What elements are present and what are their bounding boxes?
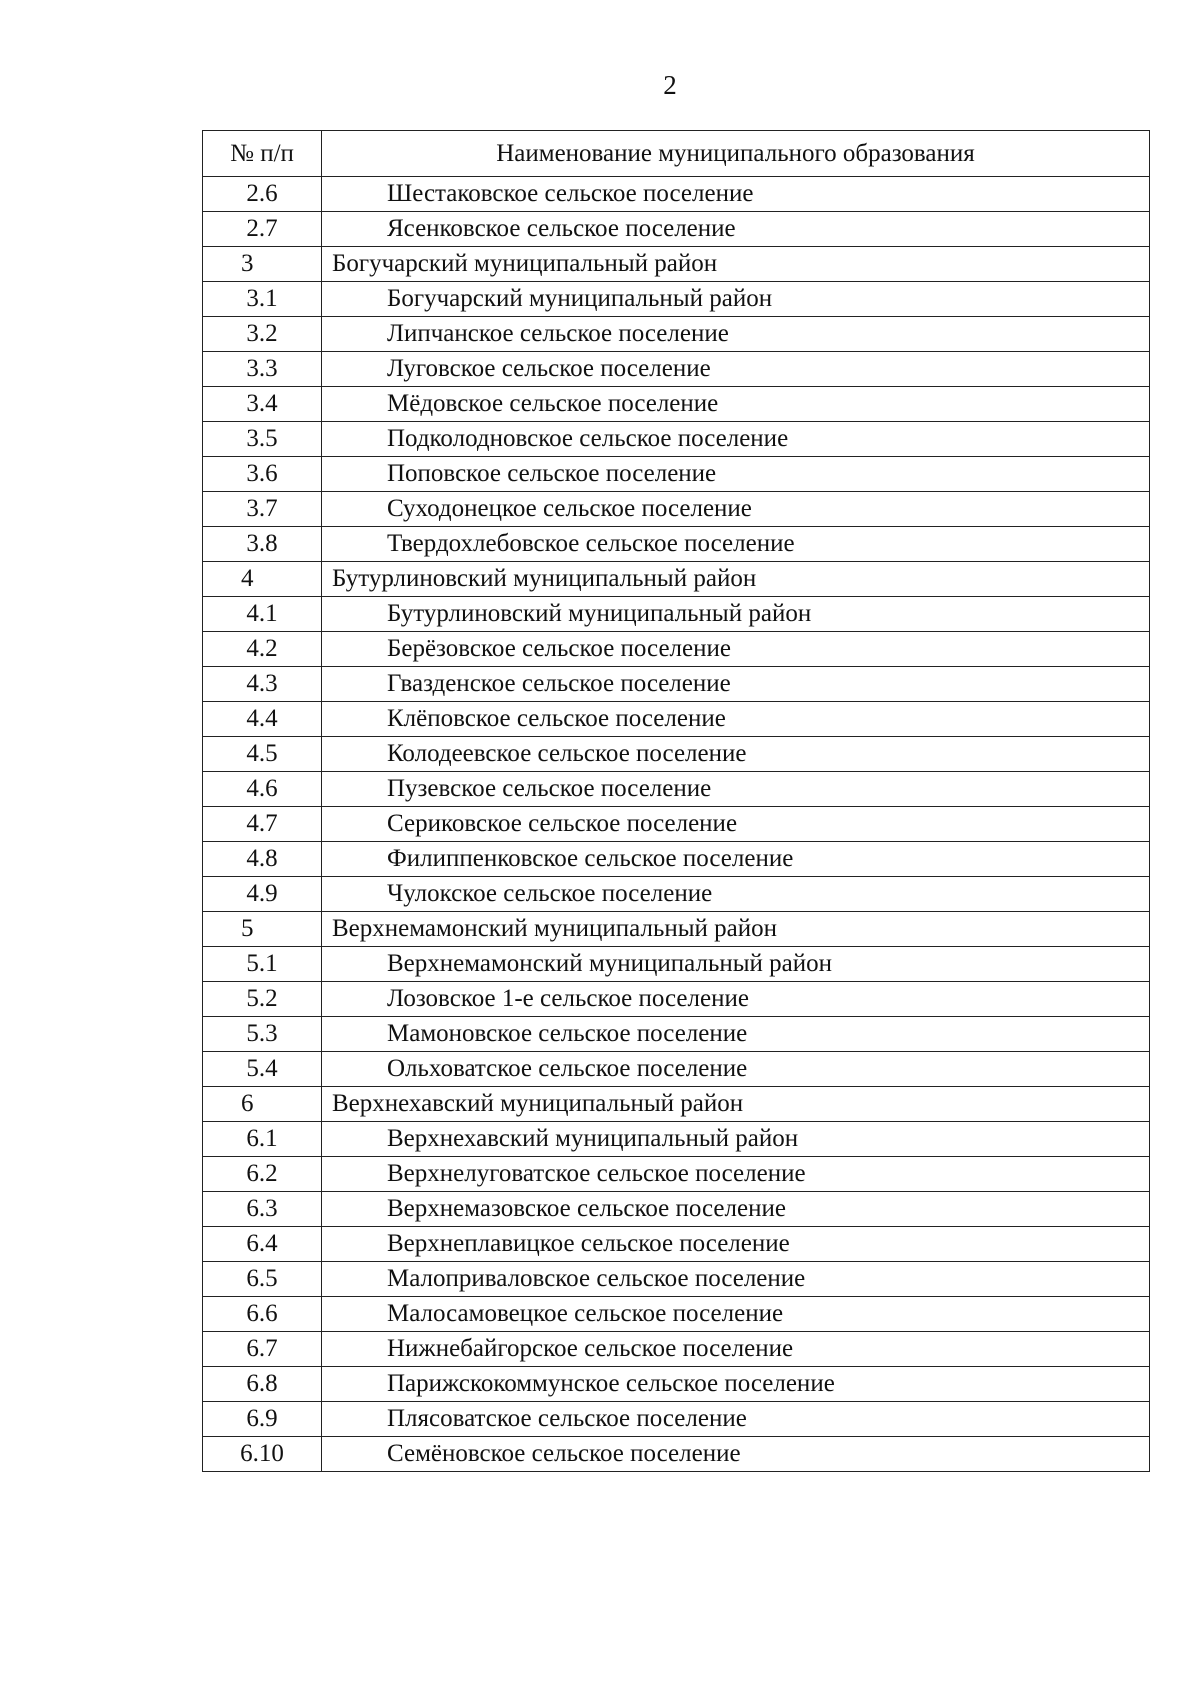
row-name: Малоприваловское сельское поселение (322, 1262, 1150, 1297)
row-number: 6 (203, 1087, 322, 1122)
table-row (203, 842, 1150, 877)
table-header-row (203, 131, 1150, 177)
row-name: Бутурлиновский муниципальный район (322, 562, 1150, 597)
table-row (203, 1157, 1150, 1192)
table-row (203, 702, 1150, 737)
table-row (203, 1332, 1150, 1367)
row-number: 5.3 (203, 1017, 322, 1052)
row-number: 4.2 (203, 632, 322, 667)
table-row (203, 1262, 1150, 1297)
row-name: Колодеевское сельское поселение (322, 737, 1150, 772)
row-number: 3.6 (203, 457, 322, 492)
table-row (203, 387, 1150, 422)
row-number: 3.3 (203, 352, 322, 387)
row-number: 3 (203, 247, 322, 282)
row-name: Бутурлиновский муниципальный район (322, 597, 1150, 632)
row-number: 5 (203, 912, 322, 947)
row-number: 6.9 (203, 1402, 322, 1437)
table-row (203, 1087, 1150, 1122)
row-number: 5.1 (203, 947, 322, 982)
row-name: Ясенковское сельское поселение (322, 212, 1150, 247)
row-number: 6.7 (203, 1332, 322, 1367)
table-row (203, 667, 1150, 702)
table-row (203, 807, 1150, 842)
row-number: 3.1 (203, 282, 322, 317)
row-name: Филиппенковское сельское поселение (322, 842, 1150, 877)
row-name: Парижскокоммунское сельское поселение (322, 1367, 1150, 1402)
row-number: 6.3 (203, 1192, 322, 1227)
table-row (203, 597, 1150, 632)
page-number: 2 (663, 70, 677, 100)
row-name: Поповское сельское поселение (322, 457, 1150, 492)
row-number: 3.7 (203, 492, 322, 527)
row-name: Семёновское сельское поселение (322, 1437, 1150, 1472)
table-row (203, 1367, 1150, 1402)
row-name: Верхнелуговатское сельское поселение (322, 1157, 1150, 1192)
row-number: 4.9 (203, 877, 322, 912)
row-name: Нижнебайгорское сельское поселение (322, 1332, 1150, 1367)
table-row (203, 772, 1150, 807)
table-row (203, 982, 1150, 1017)
row-number: 3.8 (203, 527, 322, 562)
table-row (203, 1297, 1150, 1332)
table-row (203, 422, 1150, 457)
row-number: 4.1 (203, 597, 322, 632)
row-name: Подколодновское сельское поселение (322, 422, 1150, 457)
row-number: 5.2 (203, 982, 322, 1017)
row-name: Верхнехавский муниципальный район (322, 1122, 1150, 1157)
table-row (203, 527, 1150, 562)
row-number: 4.8 (203, 842, 322, 877)
row-name: Суходонецкое сельское поселение (322, 492, 1150, 527)
row-number: 4.7 (203, 807, 322, 842)
table-row (203, 1227, 1150, 1262)
row-name: Гвазденское сельское поселение (322, 667, 1150, 702)
row-number: 5.4 (203, 1052, 322, 1087)
table-row (203, 1437, 1150, 1472)
row-number: 3.5 (203, 422, 322, 457)
row-number: 6.5 (203, 1262, 322, 1297)
row-name: Луговское сельское поселение (322, 352, 1150, 387)
table-row (203, 317, 1150, 352)
table-row (203, 1192, 1150, 1227)
row-name: Верхнеплавицкое сельское поселение (322, 1227, 1150, 1262)
row-name: Верхнемамонский муниципальный район (322, 912, 1150, 947)
table-row (203, 352, 1150, 387)
row-number: 6.4 (203, 1227, 322, 1262)
table-row (203, 912, 1150, 947)
row-number: 6.8 (203, 1367, 322, 1402)
table-body (203, 177, 1150, 1472)
row-number: 4 (203, 562, 322, 597)
row-name: Берёзовское сельское поселение (322, 632, 1150, 667)
row-name: Лозовское 1-е сельское поселение (322, 982, 1150, 1017)
row-number: 4.3 (203, 667, 322, 702)
row-name: Верхнемамонский муниципальный район (322, 947, 1150, 982)
row-number: 2.6 (203, 177, 322, 212)
table-row (203, 282, 1150, 317)
row-name: Шестаковское сельское поселение (322, 177, 1150, 212)
row-name: Клёповское сельское поселение (322, 702, 1150, 737)
table-row (203, 947, 1150, 982)
row-name: Плясоватское сельское поселение (322, 1402, 1150, 1437)
row-name: Верхнехавский муниципальный район (322, 1087, 1150, 1122)
row-number: 6.6 (203, 1297, 322, 1332)
row-name: Ольховатское сельское поселение (322, 1052, 1150, 1087)
row-number: 6.2 (203, 1157, 322, 1192)
row-name: Мёдовское сельское поселение (322, 387, 1150, 422)
table-row (203, 737, 1150, 772)
row-name: Липчанское сельское поселение (322, 317, 1150, 352)
table-row (203, 212, 1150, 247)
row-number: 2.7 (203, 212, 322, 247)
table-row (203, 492, 1150, 527)
table-row (203, 1017, 1150, 1052)
row-number: 4.5 (203, 737, 322, 772)
row-number: 3.4 (203, 387, 322, 422)
table-row (203, 457, 1150, 492)
row-number: 3.2 (203, 317, 322, 352)
row-name: Богучарский муниципальный район (322, 247, 1150, 282)
municipal-table (202, 130, 1150, 1472)
row-name: Верхнемазовское сельское поселение (322, 1192, 1150, 1227)
table-row (203, 562, 1150, 597)
table-row (203, 1122, 1150, 1157)
row-name: Чулокское сельское поселение (322, 877, 1150, 912)
table-row (203, 1402, 1150, 1437)
header-number: № п/п (203, 131, 322, 177)
row-name: Малосамовецкое сельское поселение (322, 1297, 1150, 1332)
row-name: Богучарский муниципальный район (322, 282, 1150, 317)
row-number: 6.10 (203, 1437, 322, 1472)
header-name: Наименование муниципального образования (322, 131, 1150, 177)
table-row (203, 632, 1150, 667)
table-row (203, 177, 1150, 212)
row-number: 4.4 (203, 702, 322, 737)
row-name: Сериковское сельское поселение (322, 807, 1150, 842)
row-number: 4.6 (203, 772, 322, 807)
row-name: Мамоновское сельское поселение (322, 1017, 1150, 1052)
row-name: Твердохлебовское сельское поселение (322, 527, 1150, 562)
table-row (203, 877, 1150, 912)
table-row (203, 247, 1150, 282)
table-row (203, 1052, 1150, 1087)
row-number: 6.1 (203, 1122, 322, 1157)
row-name: Пузевское сельское поселение (322, 772, 1150, 807)
